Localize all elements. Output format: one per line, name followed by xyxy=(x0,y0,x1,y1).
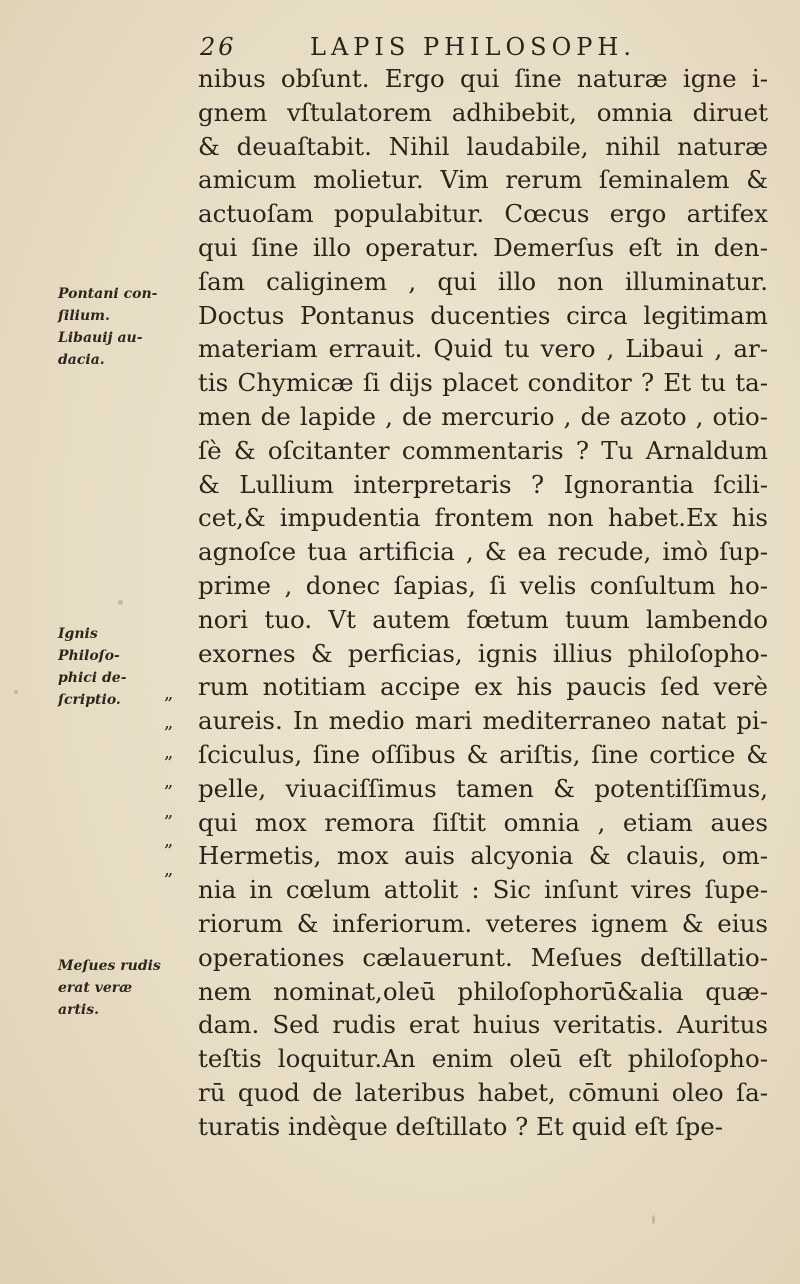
body-line: actuoſam populabitur. Cœcus ergo artifex xyxy=(198,199,768,229)
body-line: aureis. In medio mari mediterraneo natat pi- xyxy=(198,706,768,736)
paper-speck xyxy=(118,600,123,605)
body-line: Hermetis, mox auis alcyonia & clauis, om- xyxy=(198,841,768,871)
quotation-mark: „ xyxy=(164,683,174,704)
body-line: & Lullium interpretaris ? Ignorantia ſcili- xyxy=(198,469,768,499)
running-title: LAPIS PHILOSOPH. xyxy=(310,33,636,61)
body-line: qui ſine illo operatur. Demerſus eſt in den- xyxy=(198,232,768,262)
quotation-mark: „ xyxy=(164,859,174,881)
body-line: prime , donec ſapias, ſi velis conſultum ho- xyxy=(198,570,768,600)
page-number: 26 xyxy=(200,33,237,61)
marginal-note-line: artis. xyxy=(58,1002,99,1018)
marginal-note-line: ſcriptio. xyxy=(58,692,121,708)
marginal-note-line: Meſues rudis xyxy=(58,958,161,974)
paper-speck xyxy=(14,690,18,694)
body-line: men de lapide , de mercurio , de azoto , otio- xyxy=(198,401,768,431)
quotation-mark: „ xyxy=(164,829,174,851)
marginal-note-line: Ignis xyxy=(58,626,98,642)
body-line: operationes cælauerunt. Meſues deſtillatio- xyxy=(198,942,768,972)
body-line: ſam caliginem , qui illo non illuminatur. xyxy=(198,266,768,296)
body-line: teſtis loquitur.An enim oleū eſt philoſopho- xyxy=(198,1044,768,1074)
body-line: & deuaſtabit. Nihil laudabile, nihil naturæ xyxy=(198,131,768,161)
body-line: ſciculus, ſine oſſibus & ariſtis, ſine cortice & xyxy=(198,739,768,769)
body-line: qui mox remora ſiſtit omnia , etiam aues xyxy=(198,807,768,837)
marginal-note-line: ſilium. xyxy=(58,308,110,324)
marginal-note-pontani xyxy=(58,283,188,371)
body-line: cet,& impudentia frontem non habet.Ex his xyxy=(198,503,768,533)
body-line: amicum molietur. Vim rerum ſeminalem & xyxy=(198,165,768,195)
body-line: dam. Sed rudis erat huius veritatis. Auritus xyxy=(198,1010,768,1040)
body-line: rū quod de lateribus habet, cōmuni oleo ſa- xyxy=(198,1077,768,1107)
body-line: ſè & oſcitanter commentaris ? Tu Arnaldum xyxy=(198,435,768,465)
marginal-note-line: Pontani con- xyxy=(58,286,158,302)
marginal-note-line: Philoſo- xyxy=(58,648,120,664)
body-text xyxy=(198,62,768,1144)
quotation-mark: „ xyxy=(164,800,174,822)
body-line: rum notitiam accipe ex his paucis ſed verè xyxy=(198,672,768,702)
paper-speck xyxy=(652,1215,655,1224)
body-line: Doctus Pontanus ducenties circa legitimam xyxy=(198,300,768,330)
quotation-marks-column xyxy=(164,679,184,885)
body-line: nori tuo. Vt autem fœtum tuum lambendo xyxy=(198,604,768,634)
body-line: exornes & perficias, ignis illius philoſopho- xyxy=(198,638,768,668)
body-line: riorum & inferiorum. veteres ignem & eius xyxy=(198,908,768,938)
marginal-note-mesues xyxy=(58,955,188,1021)
marginal-note-line: Libauij au- xyxy=(58,330,143,346)
body-line: nem nominat,oleū philoſophorū&alia quæ- xyxy=(198,976,768,1006)
body-line: materiam errauit. Quid tu vero , Libaui , ar- xyxy=(198,334,768,364)
body-line: pelle, viuaciſſimus tamen & potentiſſimus, xyxy=(198,773,768,803)
body-line: agnoſce tua artificia , & ea recude, imò ſup- xyxy=(198,537,768,567)
quotation-mark: „ xyxy=(164,741,174,763)
quotation-mark: „ xyxy=(164,712,174,734)
marginal-note-line: erat veræ xyxy=(58,980,133,996)
body-line: gnem vſtulatorem adhibebit, omnia diruet xyxy=(198,97,768,127)
body-line: nia in cœlum attolit : Sic inſunt vires ſupe- xyxy=(198,875,768,905)
body-line: turatis indèque deſtillato ? Et quid eſt ſpe- xyxy=(198,1111,724,1141)
marginal-note-line: phici de- xyxy=(58,670,127,686)
running-head xyxy=(200,30,760,64)
body-line: nibus obſunt. Ergo qui ſine naturæ igne i- xyxy=(198,64,768,93)
body-line: tis Chymicæ ſi dijs placet conditor ? Et tu ta- xyxy=(198,368,768,398)
quotation-mark: „ xyxy=(164,771,174,793)
marginal-note-line: dacia. xyxy=(58,352,105,368)
